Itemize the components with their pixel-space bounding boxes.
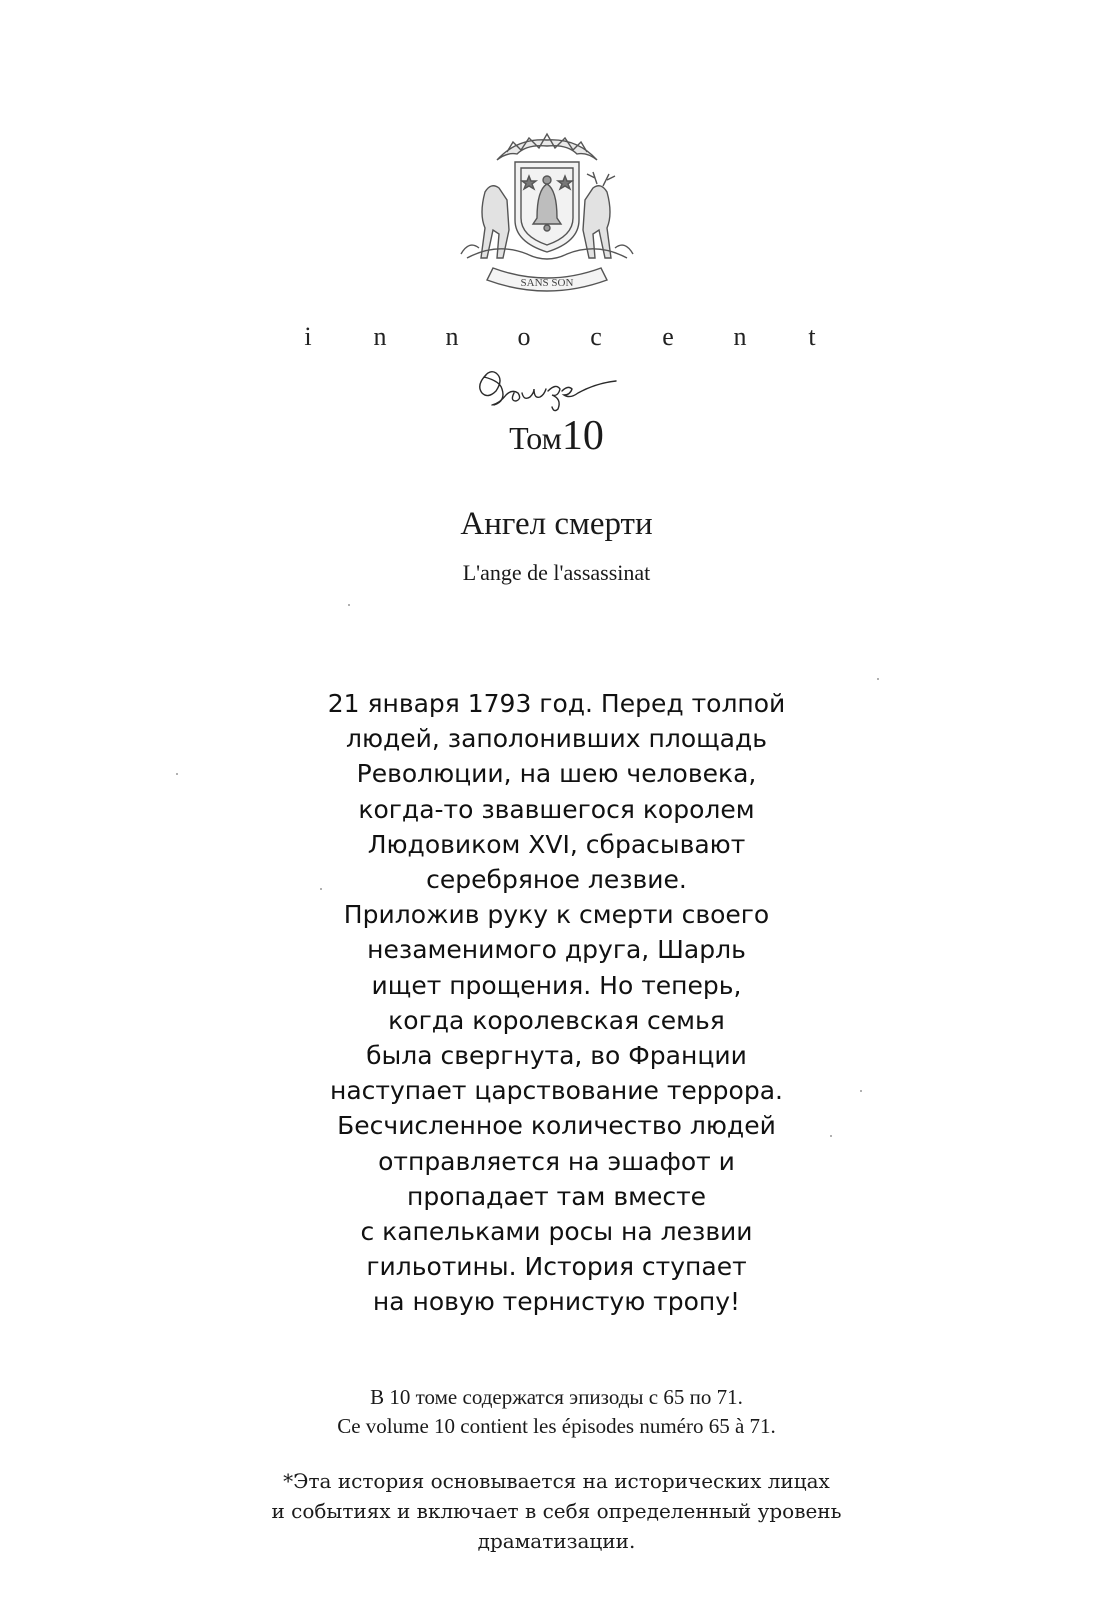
synopsis-line: серебряное лезвие. <box>426 865 687 895</box>
volume-word: Том <box>509 420 562 456</box>
series-letter: e <box>662 322 674 351</box>
series-letter: n <box>373 322 387 351</box>
synopsis-line: отправляется на эшафот и <box>378 1146 735 1176</box>
synopsis-line: людей, заполонивших площадь <box>345 724 768 754</box>
disclaimer-line: и событиях и включает в себя определенный уровень <box>271 1499 842 1523</box>
series-letter: t <box>808 322 816 351</box>
scan-speck <box>320 888 322 890</box>
coat-of-arms-icon <box>457 130 637 295</box>
disclaimer-line: драматизации. <box>477 1529 636 1553</box>
episodes-note-fr: Ce volume 10 contient les épisodes numéro 65 à 71. <box>337 1414 776 1438</box>
synopsis-line: пропадает там вместе <box>406 1181 707 1211</box>
synopsis <box>0 686 1113 1320</box>
synopsis-line: 21 января 1793 год. Перед толпой <box>327 689 786 718</box>
synopsis-line: незаменимого друга, Шарль <box>367 935 746 965</box>
scan-speck <box>830 1135 832 1137</box>
series-title <box>300 322 820 352</box>
scan-speck <box>176 773 178 775</box>
synopsis-line: Приложив руку к смерти своего <box>343 900 770 930</box>
motto-text: SANS SON <box>520 277 574 289</box>
synopsis-line: когда королевская семья <box>388 1005 725 1035</box>
chapter-title: Ангел смерти <box>460 506 653 542</box>
series-letter: i <box>304 322 312 351</box>
rouge-script-logo <box>466 355 626 415</box>
synopsis-line: когда-то звавшегося королем <box>358 794 755 824</box>
series-letter: c <box>590 322 602 351</box>
episodes-note-ru: В 10 томе содержатся эпизоды с 65 по 71. <box>370 1385 743 1409</box>
synopsis-line: с капельками росы на лезвии <box>360 1217 753 1247</box>
series-letter: n <box>445 322 459 351</box>
scan-speck <box>348 604 350 606</box>
synopsis-line: на новую тернистую тропу! <box>372 1287 741 1317</box>
episodes-note <box>0 1383 1113 1441</box>
synopsis-line: Бесчисленное количество людей <box>337 1111 776 1141</box>
synopsis-line: Революции, на шею человека, <box>356 759 757 789</box>
synopsis-line: наступает царствование террора. <box>330 1076 783 1106</box>
series-letter: o <box>517 322 531 351</box>
synopsis-line: гильотины. История ступает <box>366 1252 747 1282</box>
scan-speck <box>877 678 879 680</box>
synopsis-line: была свергнута, во Франции <box>366 1041 747 1071</box>
volume-number: 10 <box>561 413 604 459</box>
disclaimer <box>0 1466 1113 1556</box>
chapter-subtitle: L'ange de l'assassinat <box>462 560 651 585</box>
series-letter: n <box>733 322 747 351</box>
volume-label <box>0 412 1113 460</box>
synopsis-line: ищет прощения. Но теперь, <box>371 970 742 1000</box>
synopsis-line: Людовиком XVI, сбрасывают <box>367 829 746 859</box>
scan-speck <box>860 1090 862 1092</box>
disclaimer-line: *Эта история основывается на исторических лицах <box>283 1469 830 1493</box>
